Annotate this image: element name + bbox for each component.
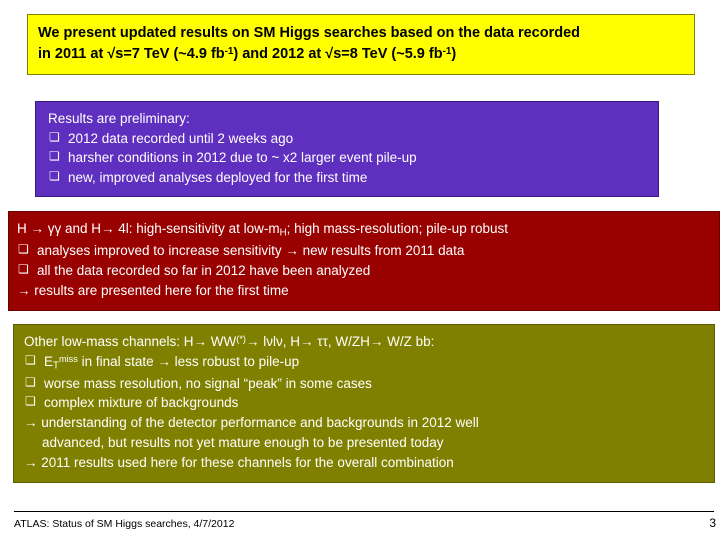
low-mass-conclusion-1: → understanding of the detector performance and backgrounds in 2012 well — [24, 415, 479, 431]
low-mass-heading-part-a: Other low-mass channels: H→ WW — [24, 334, 237, 349]
low-mass-heading-part-b: → lνlν, H→ ττ, W/ZH→ W/Z bb: — [245, 334, 435, 349]
high-sensitivity-heading-part-a: H → γγ and H→ 4l: high-sensitivity at low-m — [17, 221, 280, 236]
high-sensitivity-bullet-2-text: all the data recorded so far in 2012 have been analyzed — [37, 262, 371, 278]
preliminary-bullet-3-text: new, improved analyses deployed for the first time — [68, 169, 368, 185]
intro-callout-box — [27, 14, 695, 75]
slide-number: 3 — [709, 516, 716, 530]
low-mass-conclusion-1-cont: advanced, but results not yet mature enough to be presented today — [42, 435, 444, 451]
intro-line2-exponent-1: -1 — [224, 45, 234, 57]
footer-divider — [14, 511, 714, 512]
low-mass-bullet-1-text: in final state → less robust to pile-up — [77, 353, 300, 369]
intro-line2-part-c: ) — [451, 45, 457, 62]
low-mass-bullet-2 — [24, 374, 706, 394]
high-sensitivity-bullet-1-text: analyses improved to increase sensitivity → new results from 2011 data — [37, 242, 465, 258]
square-bullet-icon: ❏ — [49, 149, 60, 164]
preliminary-bullet-1-text: 2012 data recorded until 2 weeks ago — [68, 130, 294, 146]
preliminary-results-box — [35, 101, 659, 197]
preliminary-bullet-1 — [48, 129, 648, 149]
intro-line2-part-b: ) and 2012 at — [233, 45, 326, 62]
square-bullet-icon: ❏ — [25, 374, 36, 389]
high-sensitivity-bullet-1 — [17, 241, 711, 261]
preliminary-bullet-3 — [48, 168, 648, 188]
square-bullet-icon: ❏ — [49, 129, 60, 144]
preliminary-bullet-2 — [48, 148, 648, 168]
intro-line2-part-a: in 2011 at — [38, 45, 108, 62]
high-sensitivity-bullet-2 — [17, 261, 711, 281]
square-bullet-icon: ❏ — [25, 352, 36, 367]
high-sensitivity-heading-part-b: ; high mass-resolution; pile-up robust — [286, 221, 508, 236]
low-mass-bullet-1 — [24, 352, 706, 374]
square-bullet-icon: ❏ — [25, 394, 36, 409]
square-bullet-icon: ❏ — [18, 261, 29, 276]
low-mass-heading — [24, 332, 706, 352]
low-mass-conclusion-2: → 2011 results used here for these channels for the overall combination — [24, 454, 454, 470]
low-mass-channels-box — [13, 324, 715, 483]
intro-line-2 — [38, 44, 684, 65]
intro-line2-sqrt-7tev: √s=7 TeV (~4.9 fb — [107, 45, 225, 62]
high-sensitivity-heading — [17, 219, 711, 241]
intro-line-1: We present updated results on SM Higgs searches based on the data recorded — [38, 25, 581, 41]
preliminary-heading: Results are preliminary: — [48, 111, 190, 126]
high-sensitivity-channels-box — [8, 211, 720, 311]
square-bullet-icon: ❏ — [18, 241, 29, 256]
low-mass-bullet-3 — [24, 393, 706, 413]
intro-line2-sqrt-8tev: √s=8 TeV (~5.9 fb — [325, 45, 443, 62]
low-mass-bullet-2-text: worse mass resolution, no signal “peak” in some cases — [44, 375, 372, 391]
low-mass-bullet-3-text: complex mixture of backgrounds — [44, 395, 239, 411]
high-sensitivity-heading-subscript: H — [279, 227, 287, 239]
intro-line2-exponent-2: -1 — [442, 45, 452, 57]
low-mass-bullet-1-subscript: T — [53, 360, 59, 372]
preliminary-bullet-2-text: harsher conditions in 2012 due to ~ x2 larger event pile-up — [68, 150, 417, 166]
footer-title: ATLAS: Status of SM Higgs searches, 4/7/2012 — [14, 518, 235, 530]
low-mass-heading-superscript: (*) — [236, 334, 246, 345]
low-mass-bullet-1-superscript: miss — [58, 354, 78, 364]
high-sensitivity-conclusion: → results are presented here for the first time — [17, 282, 289, 298]
square-bullet-icon: ❏ — [49, 168, 60, 183]
low-mass-bullet-1-symbol: E — [44, 353, 54, 369]
